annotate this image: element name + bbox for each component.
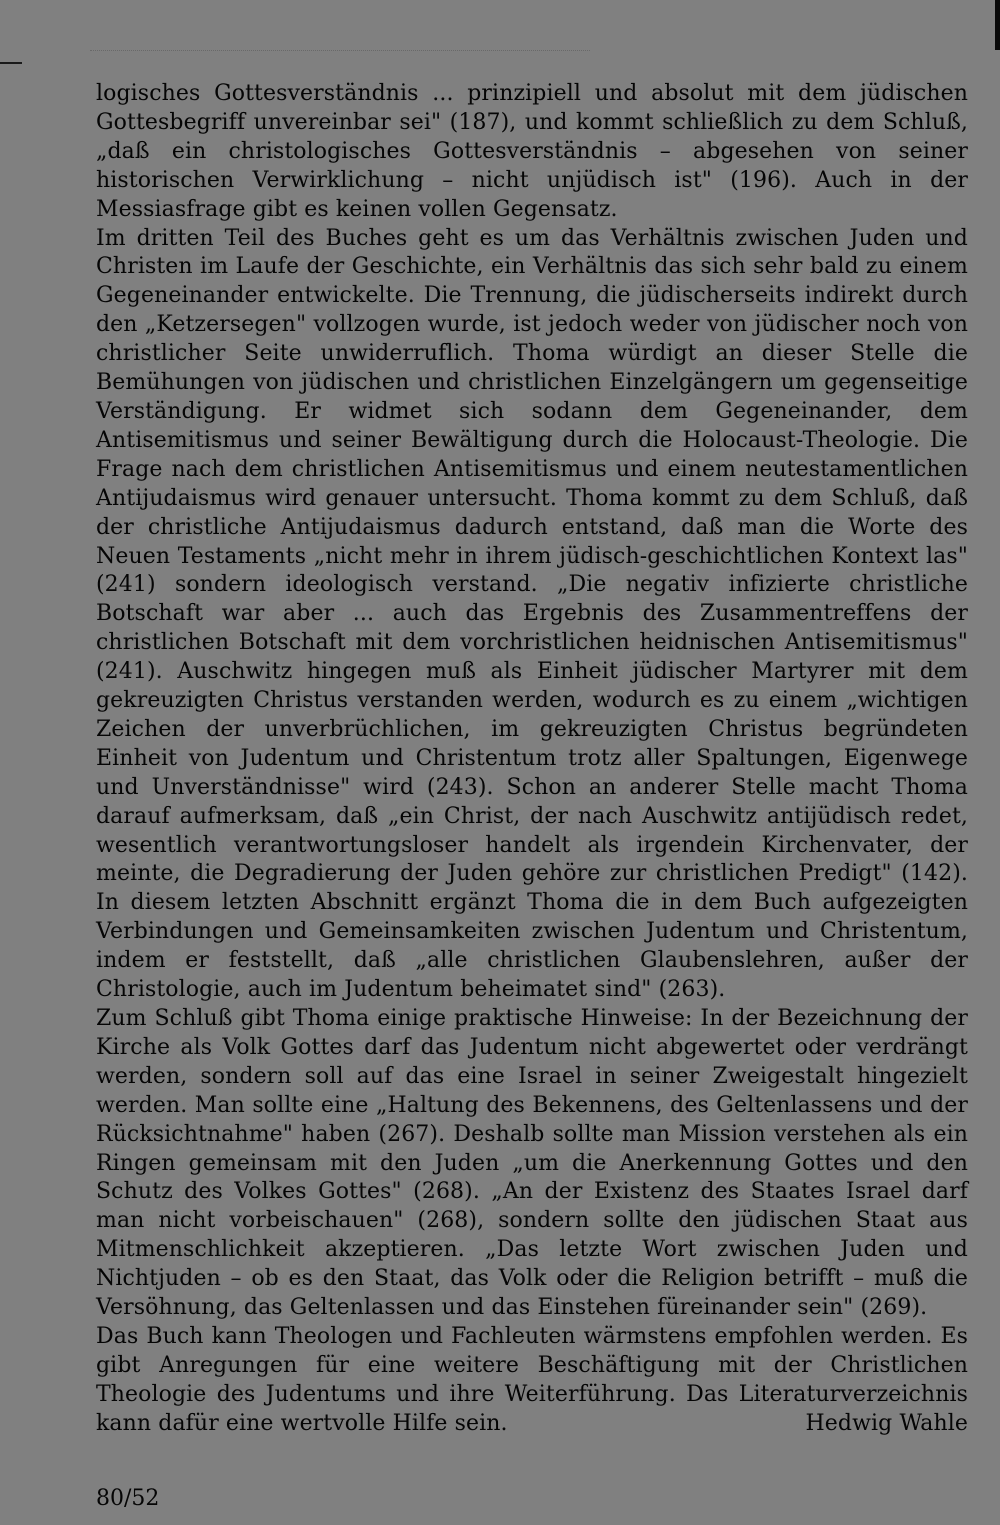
paragraph-3: Zum Schluß gibt Thoma einige praktische Hinweise: In der Bezeichnung der Kirche als Volk Gottes darf das Judentum nicht abgewertet oder verdrängt werden, sondern soll auf das eine Israel in seiner Zweigestalt hingezielt werden. Man sollte eine „Haltung des Bekennens, des Geltenlassens und der Rücksichtnahme" haben (267). Deshalb sollte man Mission verstehen als ein Ringen gemeinsam mit den Juden „um die Anerkennung Gottes und den Schutz des Volkes Gottes" (268). „An der Existenz des Staates Israel darf man nicht vorbeischauen" (268), sondern sollte den jüdischen Staat aus Mitmenschlichkeit akzeptieren. „Das letzte Wort zwischen Juden und Nichtjuden – ob es den Staat, das Volk oder die Religion betrifft – muß die Versöhnung, das Geltenlassen und das Einstehen füreinander sein" (269). [96,1006,968,1321]
author-signature: Hedwig Wahle [805,1410,968,1436]
paragraph-1: logisches Gottesverständnis ... prinzipiell und absolut mit dem jüdischen Gottesbegriff unvereinbar sei" (187), und kommt schließlich zu dem Schluß, „daß ein christologisches Gottesverständnis – abgesehen von seiner historischen Verwirklichung – nicht unjüdisch ist" (196). Auch in der Messiasfrage gibt es keinen vollen Gegensatz. [96,81,968,222]
scan-edge-right [995,0,1000,50]
page-number: 80/52 [96,1486,160,1511]
scan-dots [90,50,590,52]
closing-paragraph [96,1323,968,1439]
closing-text: Das Buch kann Theologen und Fachleuten wärmstens empfohlen werden. Es gibt Anregungen für eine weitere Beschäftigung mit der Christlichen Theologie des Judentums und ihre Weiterführung. Das Literaturverzeichnis kann dafür eine wertvolle Hilfe sein. [96,1323,968,1436]
paragraph-2: Im dritten Teil des Buches geht es um das Verhältnis zwischen Juden und Christen im Laufe der Geschichte, ein Verhältnis das sich sehr bald zu einem Gegeneinander entwickelte. Die Trennung, die jüdischerseits indirekt durch den „Ketzersegen" vollzogen wurde, ist jedoch weder von jüdischer noch von christlicher Seite unwiderruflich. Thoma würdigt an dieser Stelle die Bemühungen von jüdischen und christlichen Einzelgängern um gegenseitige Verständigung. Er widmet sich sodann dem Gegeneinander, dem Antisemitismus und seiner Bewältigung durch die Holocaust-Theologie. Die Frage nach dem christlichen Antisemitismus und einem neutestamentlichen Antijudaismus wird genauer untersucht. Thoma kommt zu dem Schluß, daß der christliche Antijudaismus dadurch entstand, daß man die Worte des Neuen Testaments „nicht mehr in ihrem jüdisch-geschichtlichen Kontext las" (241) sondern ideologisch verstand. „Die negativ infizierte christliche Botschaft war aber ... auch das Ergebnis des Zusammentreffens der christlichen Botschaft mit dem vorchristlichen heidnischen Antisemitismus" (241). Auschwitz hingegen muß als Einheit jüdischer Martyrer mit dem gekreuzigten Christus verstanden werden, wodurch es zu einem „wichtigen Zeichen der unverbrüchlichen, im gekreuzigten Christus begründeten Einheit von Judentum und Christentum trotz aller Spaltungen, Eigenwege und Unverständnisse" wird (243). Schon an anderer Stelle macht Thoma darauf aufmerksam, daß „ein Christ, der nach Auschwitz antijüdisch redet, wesentlich verantwortungsloser handelt als irgendein Kirchenvater, der meinte, die Degradierung der Juden gehöre zur christlichen Predigt" (142). In diesem letzten Abschnitt ergänzt Thoma die in dem Buch aufgezeigten Verbindungen und Gemeinsamkeiten zwischen Judentum und Christentum, indem er feststellt, daß „alle christlichen Glaubenslehren, außer der Christologie, auch im Judentum beheimatet sind" (263). [96,225,968,1003]
document-page [96,80,968,1439]
scan-mark-left [0,62,22,64]
